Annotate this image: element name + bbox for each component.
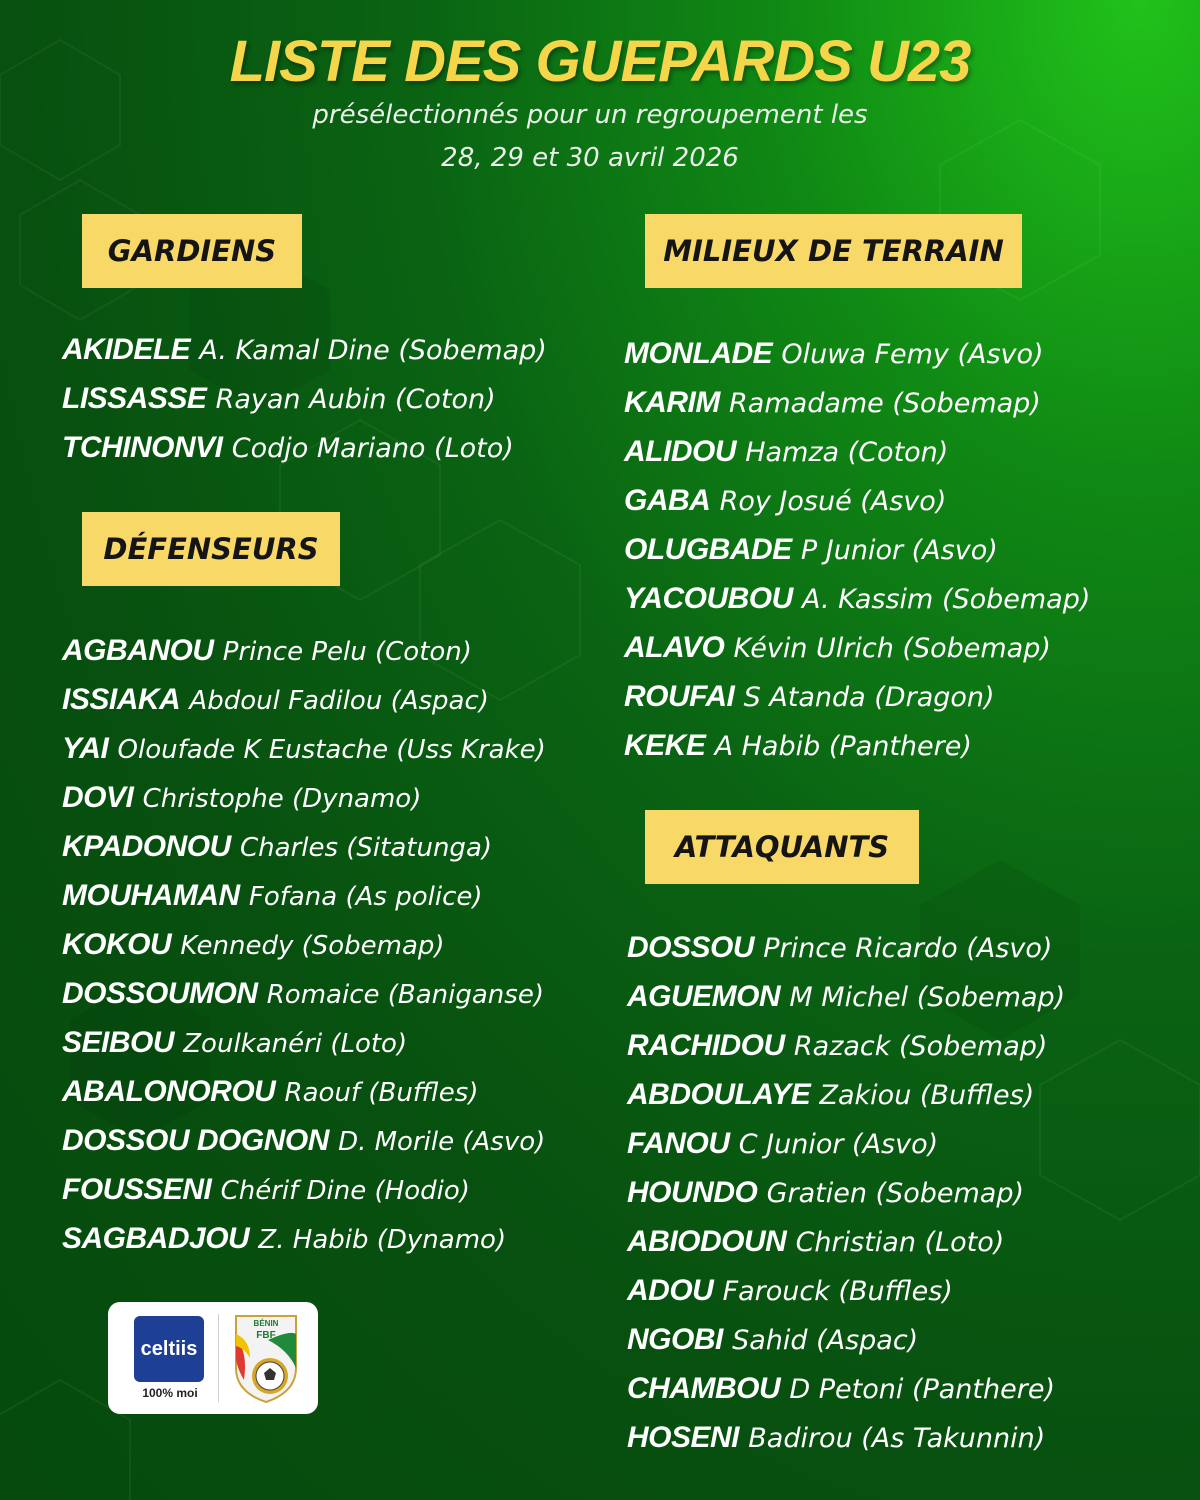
player-last-name: YACOUBOU: [624, 582, 793, 615]
player-last-name: YAI: [62, 732, 109, 765]
player-entry: [624, 427, 1090, 476]
celtiis-logo: celtiis: [134, 1316, 204, 1382]
player-first-name-club: Badirou (As Takunnin): [748, 1423, 1046, 1454]
player-first-name-club: Sahid (Aspac): [732, 1325, 919, 1356]
player-entry: [62, 374, 547, 423]
player-entry: [62, 1165, 546, 1214]
player-first-name-club: D. Morile (Asvo): [338, 1127, 546, 1157]
section-badge-defenseurs: DÉFENSEURS: [82, 512, 340, 586]
player-entry: [627, 923, 1065, 972]
player-last-name: KOKOU: [62, 928, 172, 961]
player-list-defenseurs: [62, 626, 546, 1263]
svg-text:BÉNIN: BÉNIN: [253, 1319, 279, 1328]
player-last-name: MONLADE: [624, 337, 773, 370]
player-last-name: ABALONOROU: [62, 1075, 276, 1108]
subtitle-dates: 28, 29 et 30 avril 2026: [441, 143, 739, 173]
player-last-name: ADOU: [627, 1274, 714, 1307]
player-entry: [62, 1116, 546, 1165]
player-entry: [627, 1119, 1065, 1168]
player-entry: [627, 1021, 1065, 1070]
player-last-name: LISSASSE: [62, 382, 207, 415]
player-first-name-club: Charles (Sitatunga): [240, 833, 493, 863]
player-last-name: OLUGBADE: [624, 533, 792, 566]
player-first-name-club: Prince Ricardo (Asvo): [763, 933, 1053, 964]
player-first-name-club: P Junior (Asvo): [800, 535, 998, 566]
player-first-name-club: Ramadame (Sobemap): [729, 388, 1041, 419]
player-last-name: SAGBADJOU: [62, 1222, 250, 1255]
player-first-name-club: Codjo Mariano (Loto): [231, 433, 514, 464]
player-last-name: ALIDOU: [624, 435, 736, 468]
player-last-name: MOUHAMAN: [62, 879, 240, 912]
player-entry: [62, 1018, 546, 1067]
player-entry: [627, 1070, 1065, 1119]
player-first-name-club: A. Kassim (Sobemap): [802, 584, 1091, 615]
player-entry: [627, 1364, 1065, 1413]
player-last-name: CHAMBOU: [627, 1372, 781, 1405]
player-entry: [624, 476, 1090, 525]
player-last-name: HOSENI: [627, 1421, 740, 1454]
player-entry: [627, 1168, 1065, 1217]
svg-text:FBF: FBF: [256, 1330, 276, 1341]
player-entry: [62, 675, 546, 724]
logo-divider: [218, 1314, 219, 1402]
player-first-name-club: Raouf (Buffles): [284, 1078, 479, 1108]
sponsor-logos-card: [108, 1302, 318, 1414]
player-first-name-club: Zoulkanéri (Loto): [183, 1029, 408, 1059]
player-first-name-club: D Petoni (Panthere): [789, 1374, 1055, 1405]
player-last-name: ISSIAKA: [62, 683, 181, 716]
fbf-benin-crest-icon: [228, 1310, 304, 1406]
player-entry: [627, 1217, 1065, 1266]
player-entry: [624, 623, 1090, 672]
player-entry: [624, 574, 1090, 623]
player-first-name-club: Kévin Ulrich (Sobemap): [733, 633, 1051, 664]
player-entry: [627, 972, 1065, 1021]
player-last-name: DOVI: [62, 781, 134, 814]
player-entry: [624, 329, 1090, 378]
player-last-name: KPADONOU: [62, 830, 231, 863]
player-list-gardiens: [62, 325, 547, 472]
player-entry: [62, 724, 546, 773]
player-last-name: DOSSOU DOGNON: [62, 1124, 329, 1157]
player-last-name: ROUFAI: [624, 680, 735, 713]
player-entry: [627, 1266, 1065, 1315]
player-last-name: NGOBI: [627, 1323, 723, 1356]
player-entry: [627, 1413, 1065, 1462]
player-first-name-club: Z. Habib (Dynamo): [258, 1225, 507, 1255]
player-first-name-club: Farouck (Buffles): [722, 1276, 953, 1307]
section-badge-gardiens: GARDIENS: [82, 214, 302, 288]
player-first-name-club: S Atanda (Dragon): [743, 682, 995, 713]
player-last-name: DOSSOUMON: [62, 977, 258, 1010]
player-last-name: KARIM: [624, 386, 720, 419]
player-first-name-club: Hamza (Coton): [745, 437, 949, 468]
player-last-name: AGUEMON: [627, 980, 781, 1013]
player-last-name: AGBANOU: [62, 634, 214, 667]
player-entry: [62, 871, 546, 920]
player-entry: [62, 773, 546, 822]
player-last-name: SEIBOU: [62, 1026, 175, 1059]
player-last-name: KEKE: [624, 729, 706, 762]
player-first-name-club: Abdoul Fadilou (Aspac): [189, 686, 489, 716]
player-first-name-club: Gratien (Sobemap): [766, 1178, 1024, 1209]
player-first-name-club: M Michel (Sobemap): [789, 982, 1066, 1013]
player-entry: [62, 920, 546, 969]
player-list-milieux: [624, 329, 1090, 770]
celtiis-tagline: 100% moi: [142, 1386, 198, 1400]
player-last-name: TCHINONVI: [62, 431, 223, 464]
player-first-name-club: Romaice (Baniganse): [266, 980, 544, 1010]
player-entry: [62, 1067, 546, 1116]
player-first-name-club: Oloufade K Eustache (Uss Krake): [117, 735, 546, 765]
player-entry: [62, 325, 547, 374]
player-entry: [62, 969, 546, 1018]
player-last-name: FOUSSENI: [62, 1173, 212, 1206]
subtitle-line-1: présélectionnés pour un regroupement les: [312, 100, 868, 130]
player-first-name-club: Fofana (As police): [248, 882, 483, 912]
player-first-name-club: Oluwa Femy (Asvo): [781, 339, 1044, 370]
section-badge-attaquants: ATTAQUANTS: [645, 810, 919, 884]
player-entry: [62, 626, 546, 675]
player-entry: [62, 822, 546, 871]
player-entry: [624, 672, 1090, 721]
section-badge-milieux: MILIEUX DE TERRAIN: [645, 214, 1022, 288]
player-last-name: AKIDELE: [62, 333, 191, 366]
player-last-name: GABA: [624, 484, 711, 517]
player-first-name-club: Kennedy (Sobemap): [180, 931, 445, 961]
player-entry: [624, 378, 1090, 427]
player-first-name-club: Prince Pelu (Coton): [222, 637, 472, 667]
player-first-name-club: Razack (Sobemap): [793, 1031, 1048, 1062]
player-entry: [62, 1214, 546, 1263]
player-entry: [627, 1315, 1065, 1364]
player-last-name: RACHIDOU: [627, 1029, 785, 1062]
player-entry: [624, 721, 1090, 770]
player-first-name-club: A Habib (Panthere): [714, 731, 972, 762]
player-first-name-club: Zakiou (Buffles): [819, 1080, 1035, 1111]
player-first-name-club: Christophe (Dynamo): [142, 784, 422, 814]
player-last-name: ABIODOUN: [627, 1225, 787, 1258]
player-last-name: DOSSOU: [627, 931, 755, 964]
player-list-attaquants: [627, 923, 1065, 1462]
player-first-name-club: Roy Josué (Asvo): [719, 486, 947, 517]
player-first-name-club: A. Kamal Dine (Sobemap): [199, 335, 547, 366]
player-first-name-club: Chérif Dine (Hodio): [220, 1176, 470, 1206]
player-last-name: ALAVO: [624, 631, 725, 664]
player-first-name-club: C Junior (Asvo): [738, 1129, 939, 1160]
player-first-name-club: Rayan Aubin (Coton): [215, 384, 496, 415]
player-entry: [624, 525, 1090, 574]
player-last-name: ABDOULAYE: [627, 1078, 811, 1111]
page-title: LISTE DES GUEPARDS U23: [229, 29, 971, 94]
player-entry: [62, 423, 547, 472]
player-last-name: HOUNDO: [627, 1176, 758, 1209]
player-last-name: FANOU: [627, 1127, 730, 1160]
player-first-name-club: Christian (Loto): [795, 1227, 1005, 1258]
